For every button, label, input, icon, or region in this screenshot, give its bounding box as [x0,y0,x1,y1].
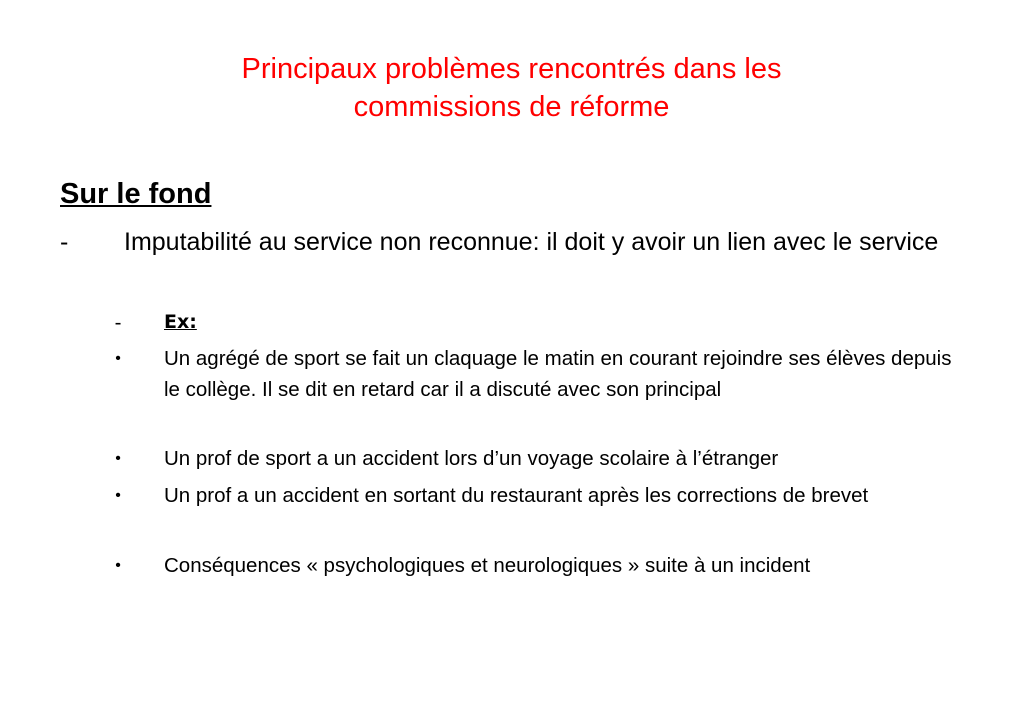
bullet-icon: • [115,487,121,504]
slide-title-line-1: Principaux problèmes rencontrés dans les [241,53,782,85]
slide-title-line-2: commissions de réforme [353,91,670,123]
bullet-icon: • [115,450,121,467]
bullet-text: Un agrégé de sport se fait un claquage le matin en courant rejoindre ses élèves depuis le collège. Il se dit en retard car il a discuté avec son principal [164,347,952,401]
dash-marker: - [60,228,69,256]
bullet-text: Un prof de sport a un accident lors d’un voyage scolaire à l’étranger [164,447,779,470]
main-point-text: Imputabilité au service non reconnue: il doit y avoir un lien avec le service [124,228,939,256]
bullet-icon: • [115,557,121,574]
section-heading: Sur le fond [60,178,212,210]
bullet-text: Conséquences « psychologiques et neurologiques » suite à un incident [164,554,811,577]
bullet-text: Un prof a un accident en sortant du restaurant après les corrections de brevet [164,484,869,507]
example-label: Ex: [164,311,197,333]
bullet-icon: • [115,350,121,367]
dash-marker: - [114,311,122,334]
slide-title [100,50,923,126]
